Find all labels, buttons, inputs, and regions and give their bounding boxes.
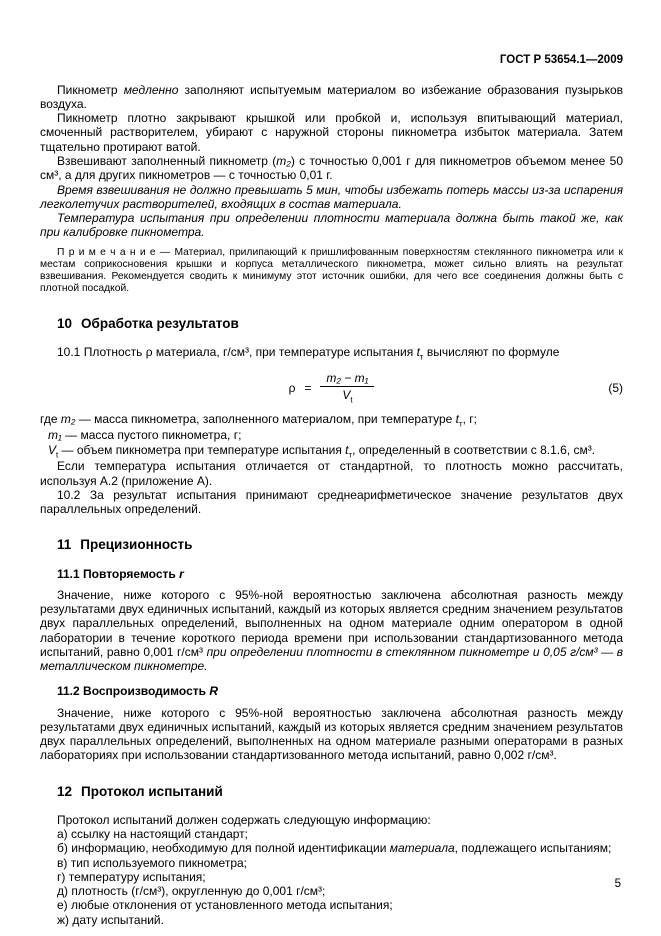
section-number: 10 xyxy=(57,316,73,332)
paragraph-repeatability xyxy=(40,588,623,674)
variable-t: t xyxy=(416,345,420,360)
subscript: т xyxy=(419,352,424,362)
document-number: ГОСТ Р 53654.1—2009 xyxy=(499,54,623,66)
section-number: 12 xyxy=(57,783,73,799)
text-segment: Значение, ниже которого с 95%-ной вероятностью заключена абсолютная разность между результатами двух единичных испытаний, каждый из которых является средним значением результатов двух параллельных определений, выполненных на одном материале одним оператором в одной лаборатории в течение короткого периода времени при использовании стандартизованного метода испытаний, равно 0,001 г/см³ xyxy=(40,587,623,659)
section-number: 11 xyxy=(57,537,72,553)
text-segment: где xyxy=(40,411,61,426)
text-segment: , г; xyxy=(462,411,477,426)
document-content xyxy=(40,83,623,927)
text-segment: , определенный в соответствии с 8.1.6, см³. xyxy=(352,442,596,457)
text-segment: , подлежащего испытаниям; xyxy=(454,841,612,856)
paragraph-close-lid: Пикнометр плотно закрывают крышкой или пробкой и, используя впитывающий материал, смоченный растворителем, убирают с наружной стороны пикнометра избыток материала. Затем тщательно протирают ватой. xyxy=(40,111,623,154)
variable-m1: m₁ xyxy=(48,428,62,443)
text-segment: Пикнометр xyxy=(57,82,124,97)
paragraph-weighing-time: Время взвешивания не должно превышать 5 мин, чтобы избежать потерь массы из-за испарения легколетучих растворителей, входящих в состав материала. xyxy=(40,182,623,211)
section-title: Прецизионность xyxy=(80,537,193,553)
text-segment: б) информацию, необходимую для полной идентификации xyxy=(57,841,390,856)
variable-R: R xyxy=(209,684,218,699)
subscript: t xyxy=(350,395,353,405)
formula-numerator: m₂ − m₁ xyxy=(320,371,374,387)
variable-m2: m₂ xyxy=(276,154,291,168)
text-segment: вычисляют по формуле xyxy=(423,345,560,360)
paragraph-reproducibility: Значение, ниже которого с 95%-ной вероятностью заключена абсолютная разность между результатами двух единичных испытаний, каждый из которых является средним значением результатов двух параллельных определений, выполненных на одном материале разными операторами в разных лабораториях при использовании стандартизованного метода испытаний, равно 0,002 г/см³. xyxy=(40,705,623,763)
text-segment: 11.2 Воспроизводимость xyxy=(57,684,210,699)
list-item-d: д) плотность (г/см³), округленную до 0,001 г/см³; xyxy=(57,884,326,899)
text-segment: 11.1 Повторяемость xyxy=(57,566,180,581)
variable-V: V xyxy=(342,388,351,403)
emphasis-text: медленно xyxy=(123,82,179,97)
list-item-b xyxy=(40,841,623,855)
page-number: 5 xyxy=(614,878,621,891)
where-line-Vt xyxy=(40,443,623,460)
equation-number: (5) xyxy=(608,380,623,395)
fraction xyxy=(320,371,374,405)
text-segment: заполняют испытуемым материалом во избежание образования пузырьков воздуха. xyxy=(40,82,623,111)
subsection-heading-11-2 xyxy=(40,684,623,698)
where-line-m1 xyxy=(40,428,623,442)
emphasis-text: при определении плотности в стеклянном пикнометре и 0,05 г/см³ — в металлическом пикнометре. xyxy=(40,644,623,674)
text-segment: ) с точностью 0,001 г для пикнометров объемом менее 50 см³, а для других пикнометров — с точностью 0,01 г. xyxy=(40,154,623,183)
text-segment: — масса пикнометра, заполненного материалом, при температуре xyxy=(75,411,456,426)
formula-expression xyxy=(289,371,375,405)
list-item-a: а) ссылку на настоящий стандарт; xyxy=(57,827,249,842)
equals-sign: = xyxy=(304,380,312,395)
variable-r: r xyxy=(179,566,184,581)
note-paragraph: П р и м е ч а н и е — Материал, прилипающий к пришлифованным поверхностям стеклянного пикнометра или к местам соприкосновения крышки и корпуса металлического пикнометра, может сильно влиять на результат взвешивания. Рекомендуется сводить к минимуму этот источник ошибки, для чего все соединения должны быть с плотной посадкой. xyxy=(40,246,623,295)
section-title: Протокол испытаний xyxy=(81,783,223,799)
section-heading-10 xyxy=(40,316,623,332)
formula-denominator xyxy=(320,387,374,405)
variable-m2: m₂ xyxy=(60,411,76,426)
list-item-e: е) любые отклонения от установленного метода испытания; xyxy=(57,898,393,913)
subsection-heading-11-1 xyxy=(40,567,623,581)
text-segment: 10.1 Плотность ρ материала, г/см³, при температуре испытания xyxy=(57,345,417,360)
variable-V: V xyxy=(48,442,57,457)
text-segment: Взвешивают заполненный пикнометр ( xyxy=(57,154,277,168)
paragraph-fill-pycnometer xyxy=(40,83,623,112)
formula-density xyxy=(40,371,623,405)
subscript: т xyxy=(348,450,353,460)
report-items-list xyxy=(40,827,623,927)
where-line-m2 xyxy=(40,412,623,429)
formula-where-list xyxy=(40,412,623,460)
section-heading-11 xyxy=(40,537,623,553)
variable-t: t xyxy=(455,411,460,426)
subscript: т xyxy=(459,419,463,429)
list-item-g: г) температуру испытания; xyxy=(57,869,206,884)
formula-lhs-rho: ρ xyxy=(288,380,296,395)
section-title: Обработка результатов xyxy=(81,316,239,332)
paragraph-weighing xyxy=(40,154,623,183)
page-header xyxy=(40,54,623,68)
paragraph-10-2: 10.2 За результат испытания принимают среднеарифметическое значение результатов двух параллельных определений. xyxy=(40,487,623,517)
paragraph-nonstandard-temperature: Если температура испытания отличается от стандартной, то плотность можно рассчитать, используя А.2 (приложение А). xyxy=(40,459,623,488)
list-item-zh: ж) дату испытаний. xyxy=(57,912,164,927)
emphasis-text: материала xyxy=(389,841,455,856)
subscript: t xyxy=(56,450,59,460)
variable-t: t xyxy=(345,442,349,457)
list-item-v: в) тип используемого пикнометра; xyxy=(57,855,248,870)
paragraph-test-temperature: Температура испытания при определении плотности материала должна быть такой же, как при калибровке пикнометра. xyxy=(40,211,623,240)
text-segment: — масса пустого пикнометра, г; xyxy=(61,428,242,443)
paragraph-10-1 xyxy=(40,345,623,362)
text-segment: — объем пикнометра при температуре испытания xyxy=(58,442,346,457)
section-heading-12 xyxy=(40,784,623,800)
paragraph-report-intro: Протокол испытаний должен содержать следующую информацию: xyxy=(57,812,431,827)
